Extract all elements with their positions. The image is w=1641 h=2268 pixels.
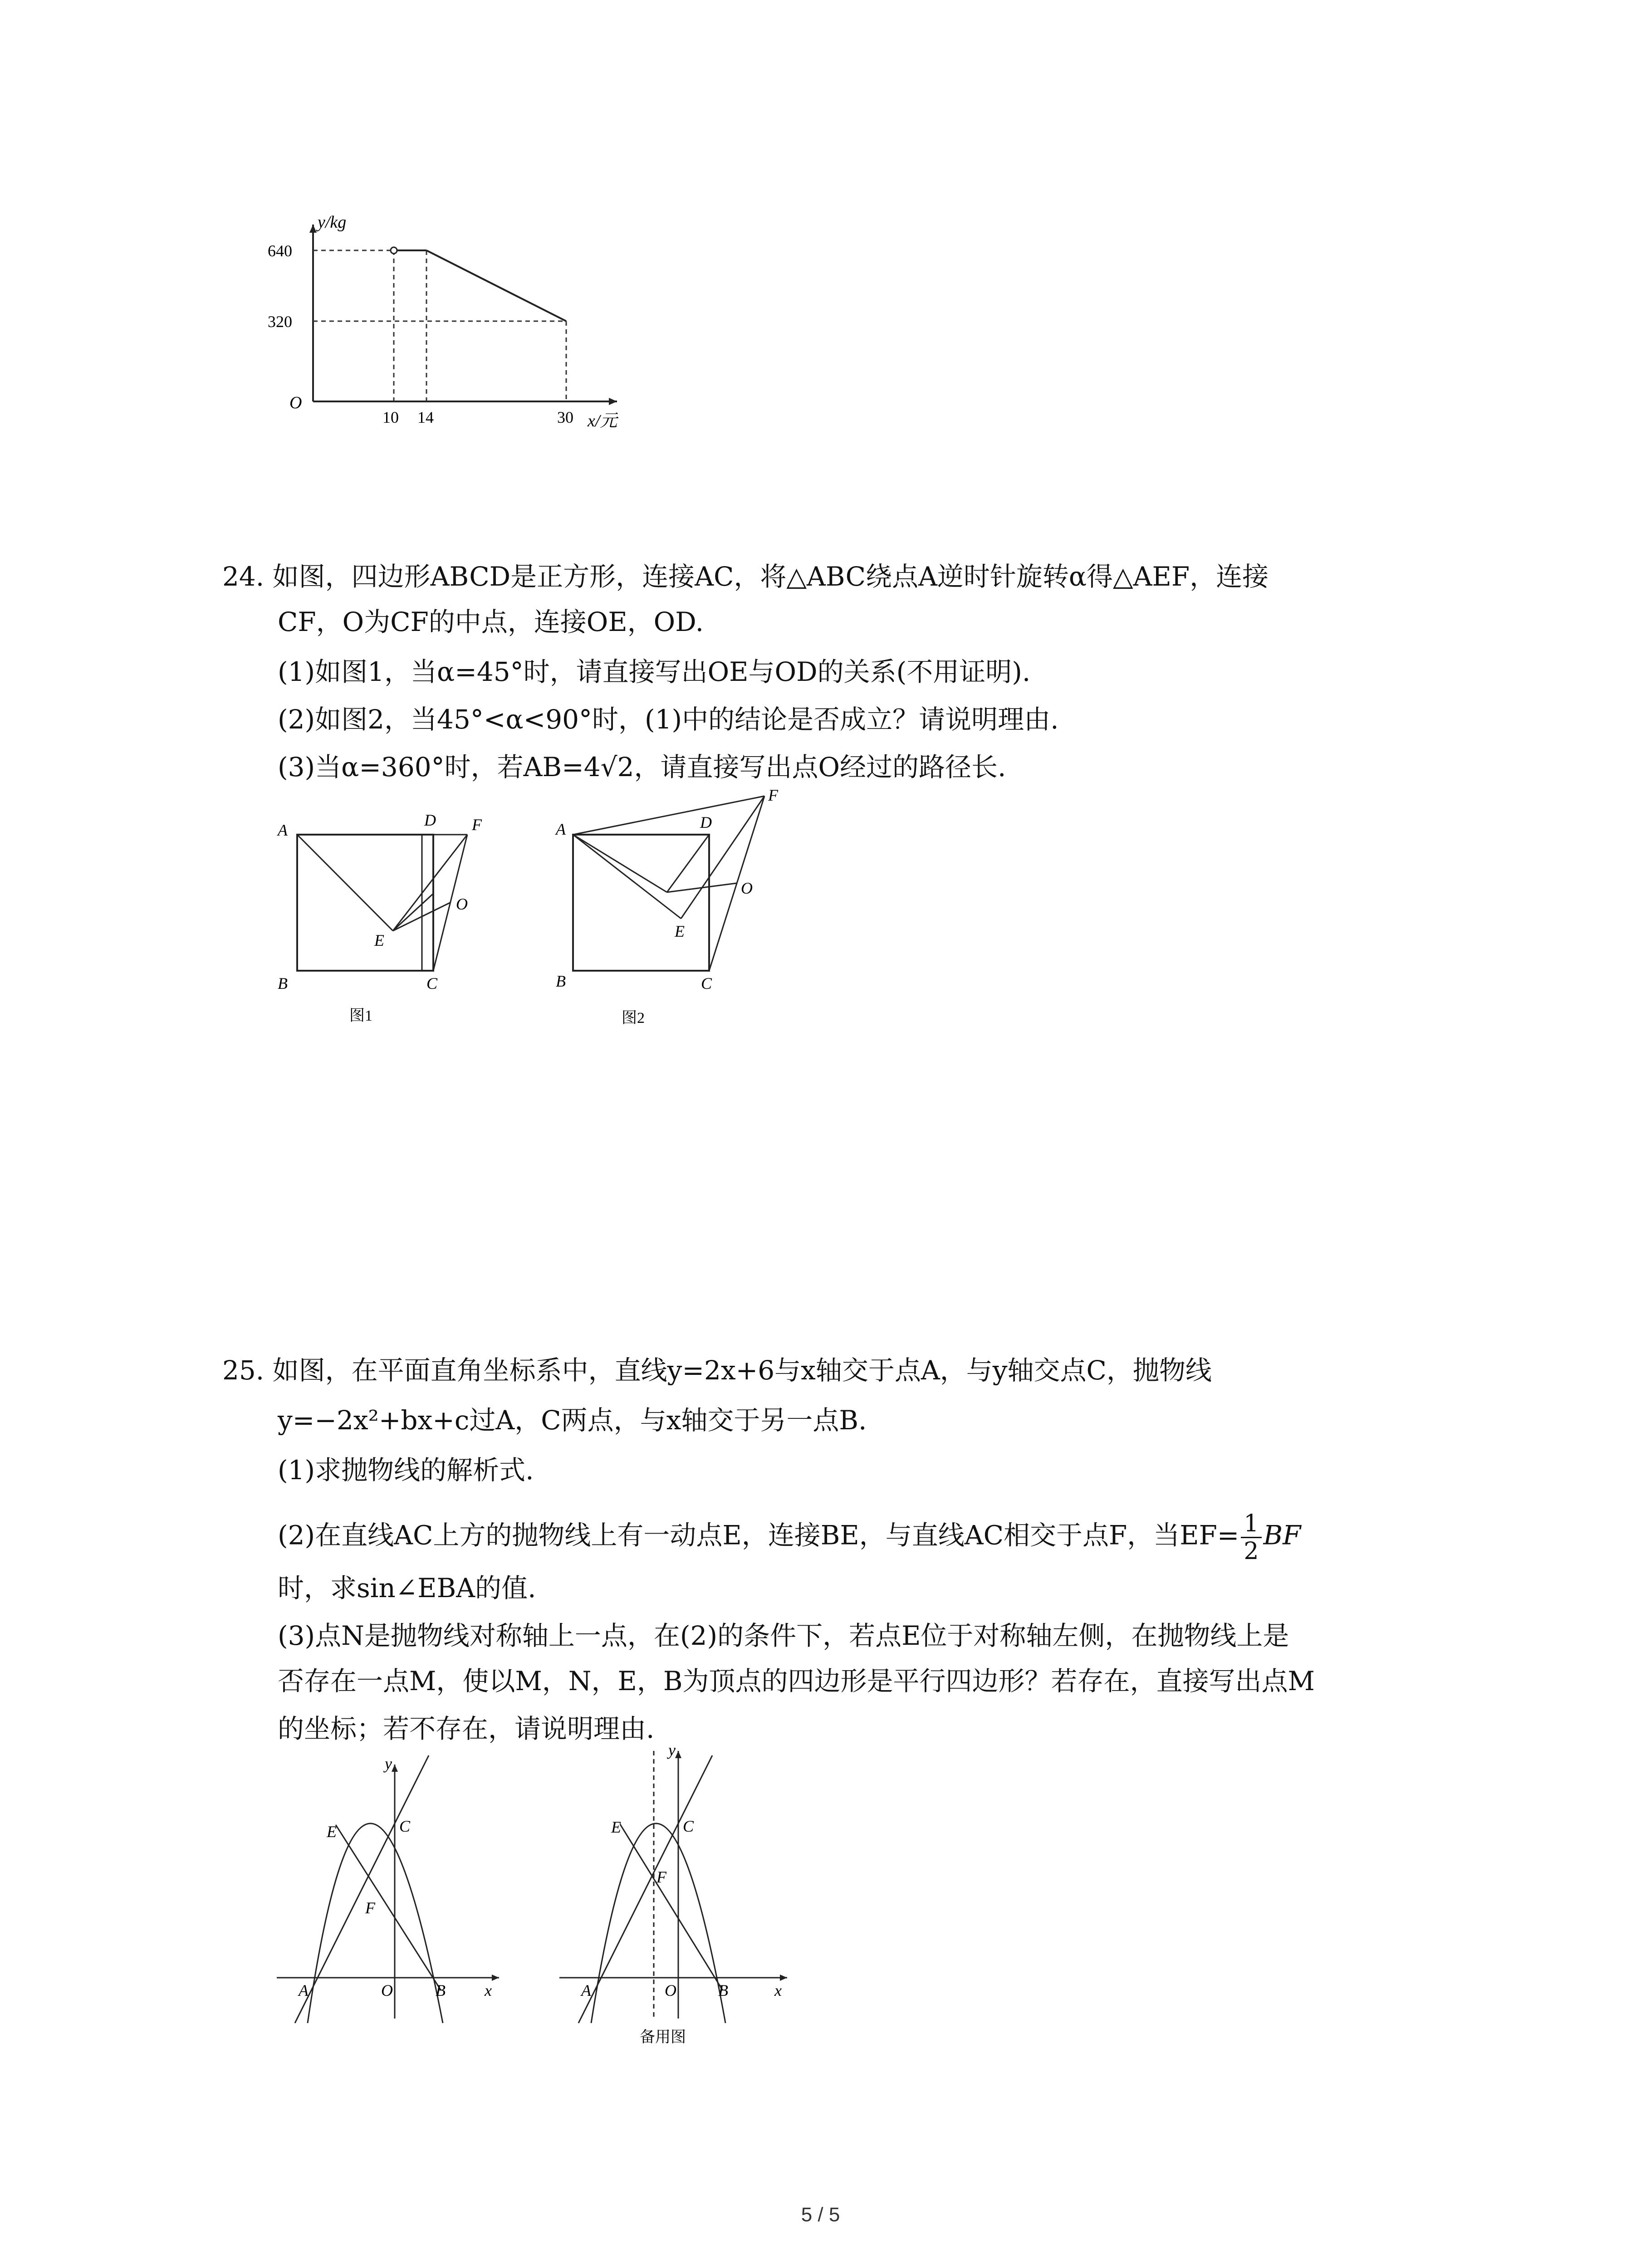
q25f1-C: C — [399, 1817, 411, 1835]
fig1-label-E: E — [374, 931, 384, 949]
q25-part3-line3: 的坐标；若不存在，请说明理由. — [278, 1713, 655, 1744]
x-tick-30: 30 — [557, 408, 573, 426]
fig1-label-A: A — [278, 821, 288, 839]
fig1-label-B: B — [278, 974, 288, 992]
q25-part2-line — [278, 1510, 1301, 1564]
q25f2-C: C — [683, 1817, 694, 1835]
q25f2-B: B — [718, 1981, 728, 1999]
q24-part3: (3)当α=360°时，若AB=4√2，请直接写出点O经过的路径长. — [278, 752, 1006, 782]
y-tick-320: 320 — [268, 313, 292, 331]
price-weight-graph — [254, 200, 644, 435]
q25-part3-line1: (3)点N是抛物线对称轴上一点，在(2)的条件下，若点E位于对称轴左侧，在抛物线上是 — [278, 1620, 1289, 1651]
q25-part2-bf: BF — [1263, 1520, 1301, 1551]
q25f1-B: B — [436, 1981, 446, 1999]
origin-label: O — [289, 393, 302, 412]
q25-figure-1 — [272, 1751, 517, 2032]
q25-figure-2 — [551, 1742, 805, 2050]
q25f2-O: O — [665, 1981, 676, 1999]
fig2-label-A: A — [556, 820, 566, 838]
fig2-label-B: B — [556, 972, 566, 990]
q25f1-y: y — [385, 1755, 392, 1773]
q24-part2: (2)如图2，当45°<α<90°时，(1)中的结论是否成立？请说明理由. — [278, 704, 1059, 735]
fig2-caption: 图2 — [622, 1010, 645, 1026]
q25f1-E: E — [327, 1823, 337, 1841]
q25-part3-line2: 否存在一点M，使以M，N，E，B为顶点的四边形是平行四边形？若存在，直接写出点M — [278, 1666, 1315, 1696]
q25f1-F: F — [365, 1899, 375, 1917]
q25f1-x: x — [485, 1981, 492, 1999]
x-tick-14: 14 — [417, 408, 434, 426]
q25f2-F: F — [656, 1868, 666, 1886]
y-tick-640: 640 — [268, 242, 292, 260]
x-axis-label: x/元 — [588, 411, 617, 430]
fig2-label-O: O — [741, 879, 753, 897]
fig1-label-O: O — [456, 895, 468, 913]
q25f1-A: A — [299, 1981, 309, 1999]
q24-figure-1 — [272, 807, 508, 1034]
q25f2-A: A — [581, 1981, 591, 1999]
fig1-caption: 图1 — [349, 1007, 372, 1024]
q24-figure-2 — [551, 787, 805, 1034]
q24-line2: CF，O为CF的中点，连接OE，OD. — [278, 606, 704, 637]
q25f2-y: y — [668, 1742, 676, 1759]
fig2-label-F: F — [768, 787, 778, 804]
fraction — [1241, 1510, 1261, 1564]
fig1-label-D: D — [424, 811, 436, 829]
fig2-label-D: D — [700, 813, 712, 831]
y-axis-label: y/kg — [318, 213, 347, 232]
q24-line1: 24. 如图，四边形ABCD是正方形，连接AC，将△ABC绕点A逆时针旋转α得△AEF，连接 — [222, 561, 1269, 592]
q25-line1: 25. 如图，在平面直角坐标系中，直线y=2x+6与x轴交于点A，与y轴交点C，抛物线 — [222, 1355, 1212, 1386]
q25f2-caption: 备用图 — [640, 2029, 686, 2046]
fraction-numerator: 1 — [1241, 1510, 1261, 1538]
fig2-label-C: C — [701, 974, 712, 992]
q25f2-x: x — [774, 1981, 782, 1999]
q25f1-O: O — [381, 1981, 393, 1999]
x-tick-10: 10 — [382, 408, 399, 426]
fraction-denominator: 2 — [1244, 1538, 1259, 1565]
page-number: 5 / 5 — [801, 2204, 840, 2226]
fig2-label-E: E — [675, 922, 685, 940]
q25f2-E: E — [611, 1818, 621, 1836]
q24-part1: (1)如图1，当α=45°时，请直接写出OE与OD的关系(不用证明). — [278, 656, 1031, 687]
q25-part2-text: (2)在直线AC上方的抛物线上有一动点E，连接BE，与直线AC相交于点F，当EF= — [278, 1520, 1239, 1551]
q25-line2: y=−2x²+bx+c过A，C两点，与x轴交于另一点B. — [278, 1405, 867, 1436]
q25-part1: (1)求抛物线的解析式. — [278, 1455, 534, 1486]
fig1-label-C: C — [426, 974, 438, 992]
fig1-label-F: F — [472, 816, 482, 834]
q25-part2-cont: 时，求sin∠EBA的值. — [278, 1573, 536, 1603]
